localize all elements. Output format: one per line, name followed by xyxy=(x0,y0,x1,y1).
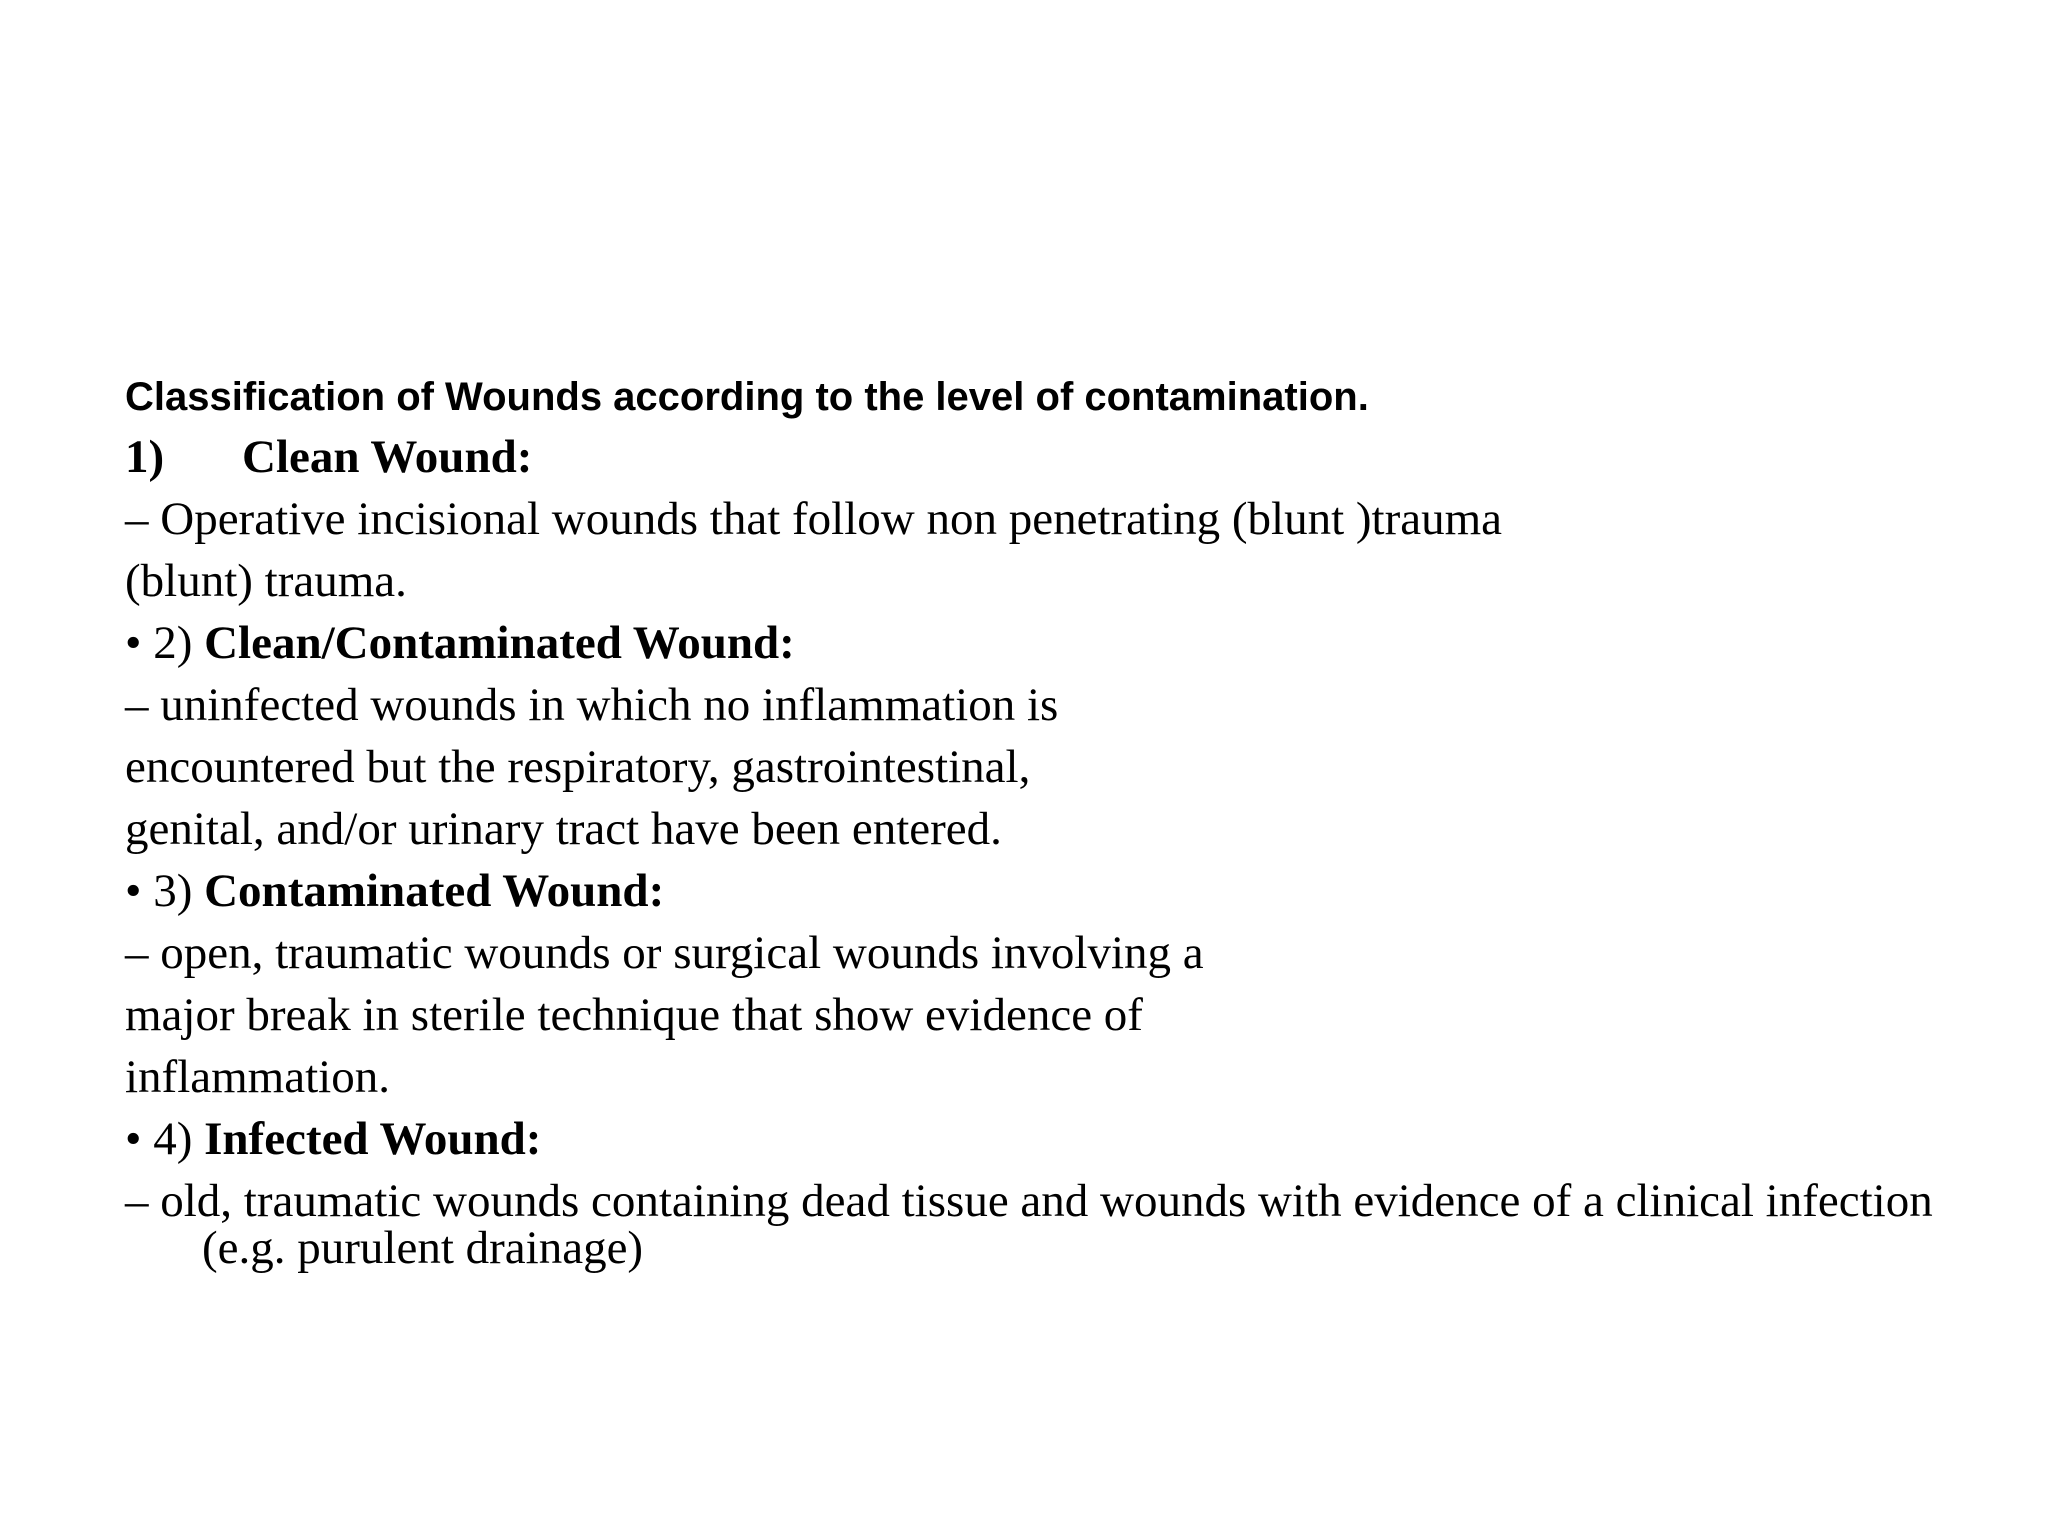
section-1-number: 1) xyxy=(125,431,165,483)
section-2-bullet: • 2) xyxy=(125,617,205,669)
section-4-title: Infected Wound: xyxy=(204,1113,542,1165)
slide-heading: Classification of Wounds according to the level of contamination. xyxy=(125,375,1369,419)
section-2-title-line xyxy=(125,612,2005,674)
section-4-bullet: • 4) xyxy=(125,1113,205,1165)
section-3-title-line xyxy=(125,860,2005,922)
section-3-line-1: – open, traumatic wounds or surgical wounds involving a xyxy=(125,927,1204,979)
section-3-line-2: major break in sterile technique that show evidence of xyxy=(125,989,1143,1041)
section-1-line-2: (blunt) trauma. xyxy=(125,555,407,607)
section-4-title-line xyxy=(125,1108,2005,1170)
section-2-line-2: encountered but the respiratory, gastrointestinal, xyxy=(125,741,1031,793)
section-1-title-line xyxy=(125,426,2005,488)
section-3-bullet: • 3) xyxy=(125,865,205,917)
slide-content xyxy=(125,368,2005,1272)
section-2-line-3: genital, and/or urinary tract have been entered. xyxy=(125,803,1002,855)
section-2-title: Clean/Contaminated Wound: xyxy=(204,617,795,669)
section-3-line-3: inflammation. xyxy=(125,1051,390,1103)
section-1-title: Clean Wound: xyxy=(242,431,533,483)
section-1-line-1: – Operative incisional wounds that follow non penetrating (blunt )trauma xyxy=(125,493,1503,545)
section-3-title: Contaminated Wound: xyxy=(204,865,665,917)
section-4-line-1: – old, traumatic wounds containing dead tissue and wounds with evidence of a clinical infection (e.g. purulent drainage) xyxy=(125,1175,1933,1274)
section-2-line-1: – uninfected wounds in which no inflammation is xyxy=(125,679,1059,731)
